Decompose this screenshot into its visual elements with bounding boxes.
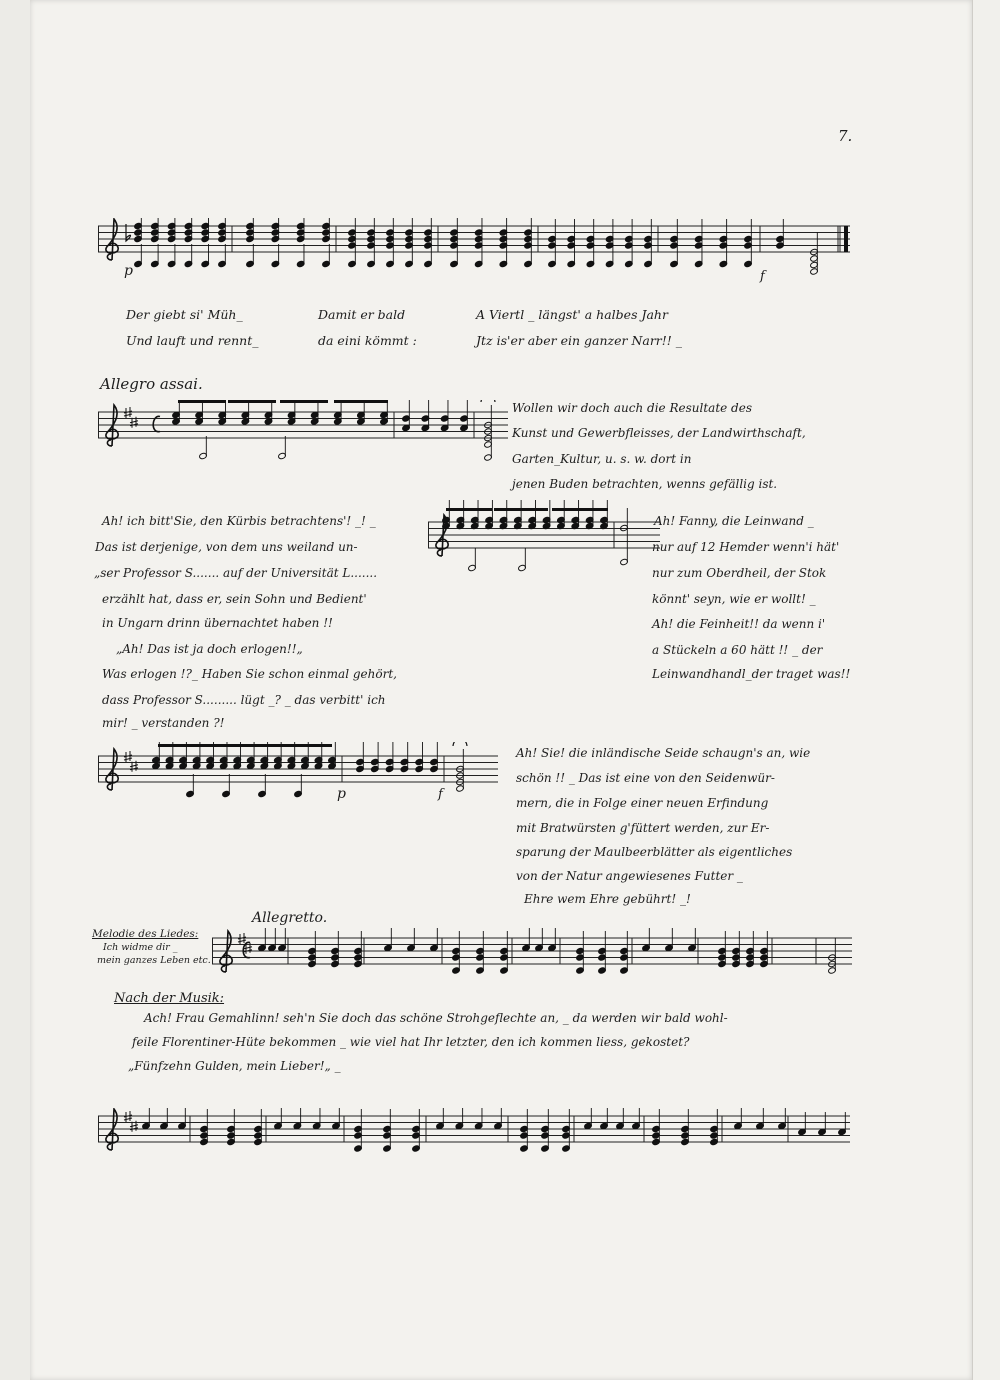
treble-clef-icon bbox=[106, 219, 118, 260]
treble-clef-icon bbox=[220, 931, 232, 972]
staff-system-6 bbox=[98, 1108, 850, 1180]
staff-system-3 bbox=[428, 498, 660, 582]
text-line: schön !! _ Das ist eine von den Seidenwür- bbox=[516, 771, 775, 785]
nach-der-musik: Nach der Musik: bbox=[114, 991, 225, 1006]
text-line: Das ist derjenige, von dem uns weiland un- bbox=[95, 540, 358, 554]
text-line: nur zum Oberdheil, der Stok bbox=[652, 566, 827, 580]
text-line: Ah! Fanny, die Leinwand _ bbox=[654, 514, 814, 528]
text-line: Ach! Frau Gemahlinn! seh'n Sie doch das schöne Strohgeflechte an, _ da werden wir bald wohl- bbox=[144, 1011, 728, 1025]
dynamic-f-4: f bbox=[438, 787, 443, 802]
text-line: mir! _ verstanden ?! bbox=[102, 716, 225, 730]
text-line: „ser Professor S....... auf der Universität L....... bbox=[94, 566, 378, 580]
text-line: Ah! Sie! die inländische Seide schaugn's an, wie bbox=[516, 746, 811, 760]
sharp-icon bbox=[124, 751, 132, 762]
text-line: Garten_Kultur, u. s. w. dort in bbox=[512, 452, 692, 466]
melody-label-2: Ich widme dir _ bbox=[103, 942, 178, 953]
text-line: erzählt hat, dass er, sein Sohn und Bedient' bbox=[102, 592, 367, 606]
melody-label-3: mein ganzes Leben etc. bbox=[97, 955, 211, 966]
dynamic-f-1: f bbox=[760, 269, 765, 284]
allegretto-marking: Allegretto. bbox=[252, 910, 328, 926]
sharp-icon bbox=[124, 1111, 132, 1122]
text-line: Ah! die Feinheit!! da wenn i' bbox=[652, 617, 826, 631]
text-line: Kunst und Gewerbfleisses, der Landwirthschaft, bbox=[512, 426, 806, 440]
note-beam bbox=[494, 508, 548, 511]
text-line: mit Bratwürsten g'füttert werden, zur Er- bbox=[516, 821, 770, 835]
text-line: feile Florentiner-Hüte bekommen _ wie viel hat Ihr letzter, den ich kommen liess, gekostet? bbox=[132, 1035, 690, 1049]
treble-clef-icon bbox=[106, 1109, 118, 1150]
final-barline bbox=[844, 226, 848, 252]
sharp-icon bbox=[238, 933, 246, 944]
treble-clef-icon bbox=[106, 749, 118, 790]
note-beam bbox=[178, 400, 226, 403]
note-beam bbox=[552, 508, 608, 511]
dynamic-p-1: p bbox=[124, 263, 133, 279]
fermata-icon bbox=[481, 400, 495, 402]
text-line: Leinwandhandl_der traget was!! bbox=[652, 667, 851, 681]
melody-label: Melodie des Liedes: bbox=[92, 928, 199, 940]
text-line: dass Professor S......... lügt _? _ das verbitt' ich bbox=[102, 693, 386, 707]
lyric-line: A Viertl _ längst' a halbes Jahr bbox=[476, 307, 668, 322]
tempo-marking: Allegro assai. bbox=[100, 375, 203, 393]
sharp-icon bbox=[124, 407, 132, 418]
text-line: Ehre wem Ehre gebührt! _! bbox=[524, 892, 691, 906]
text-line: Was erlogen !?_ Haben Sie schon einmal gehört, bbox=[102, 667, 397, 681]
text-line: „Ah! Das ist ja doch erlogen!!„ bbox=[116, 642, 303, 656]
text-line: jenen Buden betrachten, wenns gefällig ist. bbox=[512, 477, 778, 491]
staff-system-1 bbox=[98, 218, 850, 290]
lyric-line: Jtz is'er aber ein ganzer Narr!! _ bbox=[476, 333, 683, 348]
text-line: „Fünfzehn Gulden, mein Lieber!„ _ bbox=[128, 1059, 341, 1073]
text-line: könnt' seyn, wie er wollt! _ bbox=[652, 592, 816, 606]
text-line: in Ungarn drinn übernachtet haben !! bbox=[102, 616, 333, 630]
text-line: a Stückeln a 60 hätt !! _ der bbox=[652, 643, 823, 657]
text-line: Ah! ich bitt'Sie, den Kürbis betrachtens'! _! _ bbox=[102, 514, 376, 528]
facing-page-edge bbox=[0, 0, 31, 1380]
staff-system-5 bbox=[212, 924, 852, 992]
text-line: mern, die in Folge einer neuen Erfindung bbox=[516, 796, 769, 810]
lyric-line: da eini kömmt : bbox=[318, 333, 417, 348]
text-line: sparung der Maulbeerblätter als eigentliches bbox=[516, 845, 793, 859]
text-line: von der Natur angewiesenes Futter _ bbox=[516, 869, 743, 883]
page-fore-edge bbox=[972, 0, 1000, 1380]
note-beam bbox=[334, 400, 388, 403]
treble-clef-icon bbox=[106, 405, 118, 446]
note-beam bbox=[280, 400, 328, 403]
fermata-icon bbox=[453, 742, 467, 746]
page-number: 7. bbox=[838, 127, 853, 145]
note-beam bbox=[228, 400, 276, 403]
text-line: nur auf 12 Hemder wenn'i hät' bbox=[652, 540, 840, 554]
note-beam bbox=[446, 508, 492, 511]
note-beam bbox=[158, 744, 332, 747]
staff-system-2 bbox=[98, 400, 508, 475]
lyric-line: Damit er bald bbox=[318, 307, 406, 322]
text-line: Wollen wir doch auch die Resultate des bbox=[512, 401, 752, 415]
lyric-line: Und lauft und rennt_ bbox=[126, 333, 259, 348]
dynamic-p-4: p bbox=[337, 786, 346, 802]
lyric-line: Der giebt si' Müh_ bbox=[126, 307, 243, 322]
